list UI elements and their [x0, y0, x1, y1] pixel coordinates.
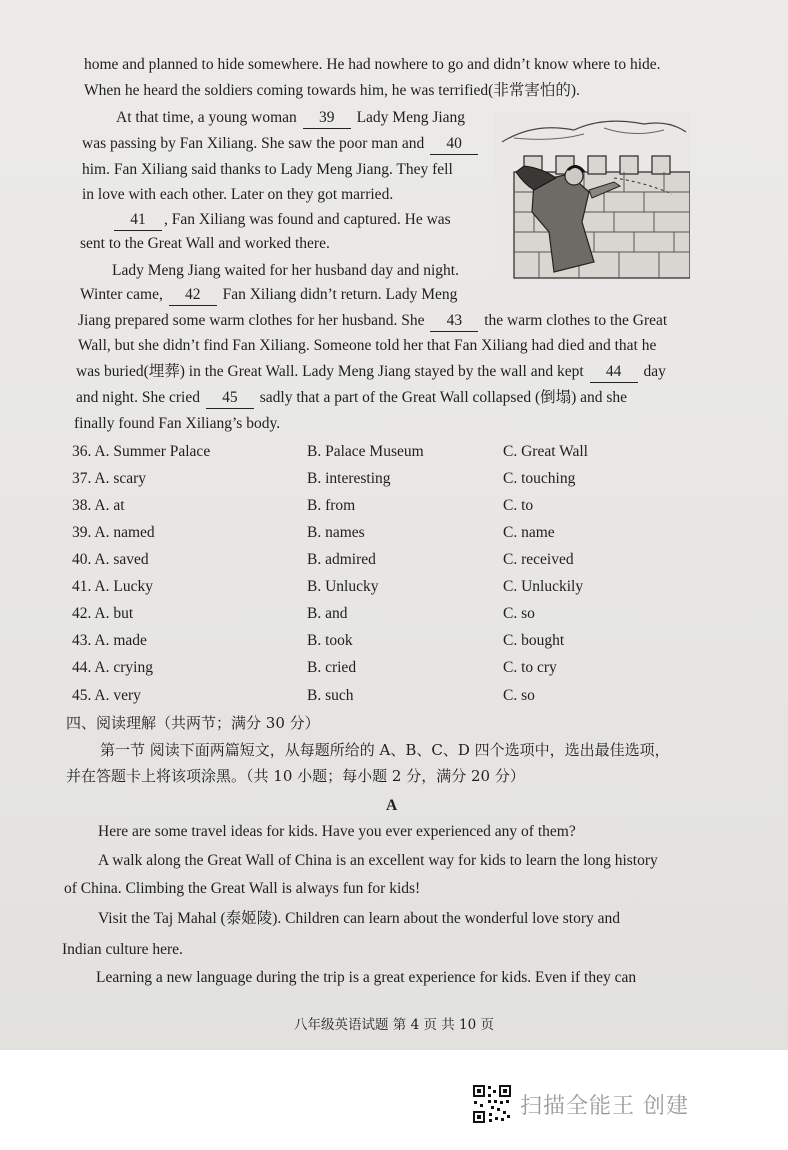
option-row-number [72, 442, 210, 462]
option-c: C. so [503, 605, 535, 622]
option-b: B. from [307, 497, 356, 514]
option-b: B. and [307, 605, 348, 622]
passage-line [76, 362, 666, 383]
option-a: A. scary [94, 470, 147, 487]
option-a: A. saved [94, 551, 149, 568]
question-number: 38. [72, 497, 92, 514]
option-c: C. received [503, 551, 574, 568]
blank-42: 42 [169, 285, 217, 306]
passage-line: in love with each other. Later on they got married. [82, 186, 394, 203]
option-row-number [72, 469, 146, 489]
passage-line [112, 210, 451, 231]
option-a: A. crying [94, 659, 153, 676]
camscanner-watermark [472, 1084, 689, 1124]
passage-line [116, 108, 465, 129]
option-a: A. named [94, 524, 155, 541]
question-number: 37. [72, 470, 92, 487]
question-number: 40. [72, 551, 92, 568]
option-a: A. Lucky [94, 578, 153, 595]
passage-line: Wall, but she didn’t find Fan Xiliang. Someone told her that Fan Xiliang had died and that he [78, 337, 657, 354]
passage-text: Fan Xiliang didn’t return. Lady Meng [222, 286, 458, 303]
blank-40: 40 [430, 134, 478, 155]
blank-41: 41 [114, 210, 162, 231]
option-b: B. such [307, 687, 354, 704]
option-c: C. to cry [503, 659, 557, 676]
option-row-number [72, 496, 125, 516]
option-a: A. Summer Palace [94, 443, 211, 460]
passage-line [80, 285, 457, 306]
option-a: A. at [94, 497, 125, 514]
passage-text: and night. She cried [76, 389, 200, 406]
reading-line: Visit the Taj Mahal (泰姬陵). Children can learn about the wonderful love story and [98, 910, 620, 927]
passage-label: A [386, 797, 398, 814]
option-row-number [72, 686, 141, 706]
blank-43: 43 [430, 311, 478, 332]
option-row-number [72, 631, 147, 651]
option-row-number [72, 550, 149, 570]
option-row-number [72, 658, 153, 678]
question-number: 44. [72, 659, 92, 676]
option-c: C. Unluckily [503, 578, 584, 595]
instructions: 第一节 阅读下面两篇短文，从每题所给的 A、B、C、D 四个选项中，选出最佳选项， [100, 741, 670, 759]
reading-line: Here are some travel ideas for kids. Have you ever experienced any of them? [98, 823, 576, 840]
option-b: B. admired [307, 551, 376, 568]
question-number: 36. [72, 443, 92, 460]
blank-44: 44 [590, 362, 638, 383]
passage-text: the warm clothes to the Great [484, 312, 668, 329]
passage-line [76, 388, 627, 409]
option-c: C. so [503, 687, 535, 704]
passage-text: was passing by Fan Xiliang. She saw the poor man and [82, 135, 425, 152]
option-b: B. names [307, 524, 365, 541]
reading-line: of China. Climbing the Great Wall is always fun for kids! [64, 880, 421, 897]
passage-text: Jiang prepared some warm clothes for her husband. She [78, 312, 425, 329]
question-number: 42. [72, 605, 92, 622]
question-number: 41. [72, 578, 92, 595]
passage-text: was buried(埋葬) in the Great Wall. Lady Meng Jiang stayed by the wall and kept [76, 363, 584, 380]
option-row-number [72, 604, 133, 624]
blank-39: 39 [303, 108, 351, 129]
qr-code-icon [472, 1084, 512, 1124]
passage-line [82, 134, 480, 155]
option-c: C. to [503, 497, 534, 514]
passage-text: Lady Meng Jiang [356, 109, 466, 126]
passage-line: Lady Meng Jiang waited for her husband day and night. [112, 262, 459, 279]
passage-text: At that time, a young woman [116, 109, 297, 126]
option-a: A. very [94, 687, 141, 704]
option-c: C. bought [503, 632, 565, 649]
passage-line: home and planned to hide somewhere. He had nowhere to go and didn’t know where to hide. [84, 56, 661, 73]
passage-line: finally found Fan Xiliang’s body. [74, 415, 281, 432]
passage-text: Winter came, [80, 286, 163, 303]
section-heading: 四、阅读理解（共两节；满分 30 分） [66, 714, 320, 732]
passage-line: When he heard the soldiers coming towards him, he was terrified(非常害怕的). [84, 82, 580, 99]
option-row-number [72, 577, 153, 597]
option-c: C. touching [503, 470, 576, 487]
option-a: A. made [94, 632, 147, 649]
option-c: C. name [503, 524, 555, 541]
question-number: 45. [72, 687, 92, 704]
option-b: B. took [307, 632, 353, 649]
reading-line: Indian culture here. [62, 941, 183, 958]
option-b: B. interesting [307, 470, 391, 487]
page-footer: 八年级英语试题 第 4 页 共 10 页 [293, 1017, 494, 1033]
blank-45: 45 [206, 388, 254, 409]
passage-line [78, 311, 667, 332]
option-row-number [72, 523, 155, 543]
watermark-text: 扫描全能王 创建 [520, 1093, 689, 1119]
great-wall-illustration [494, 112, 690, 280]
passage-line: him. Fan Xiliang said thanks to Lady Meng Jiang. They fell [82, 161, 453, 178]
question-number: 43. [72, 632, 92, 649]
reading-line: A walk along the Great Wall of China is an excellent way for kids to learn the long history [98, 852, 658, 869]
passage-line: sent to the Great Wall and worked there. [80, 235, 330, 252]
option-b: B. cried [307, 659, 357, 676]
passage-text: day [643, 363, 666, 380]
passage-text: , Fan Xiliang was found and captured. He was [164, 211, 451, 228]
option-b: B. Palace Museum [307, 443, 424, 460]
question-number: 39. [72, 524, 92, 541]
option-b: B. Unlucky [307, 578, 379, 595]
reading-line: Learning a new language during the trip is a great experience for kids. Even if they can [96, 969, 637, 986]
option-a: A. but [94, 605, 134, 622]
passage-text: sadly that a part of the Great Wall collapsed (倒塌) and she [259, 389, 628, 406]
instructions: 并在答题卡上将该项涂黑。（共 10 小题；每小题 2 分，满分 20 分） [66, 767, 525, 785]
option-c: C. Great Wall [503, 443, 588, 460]
